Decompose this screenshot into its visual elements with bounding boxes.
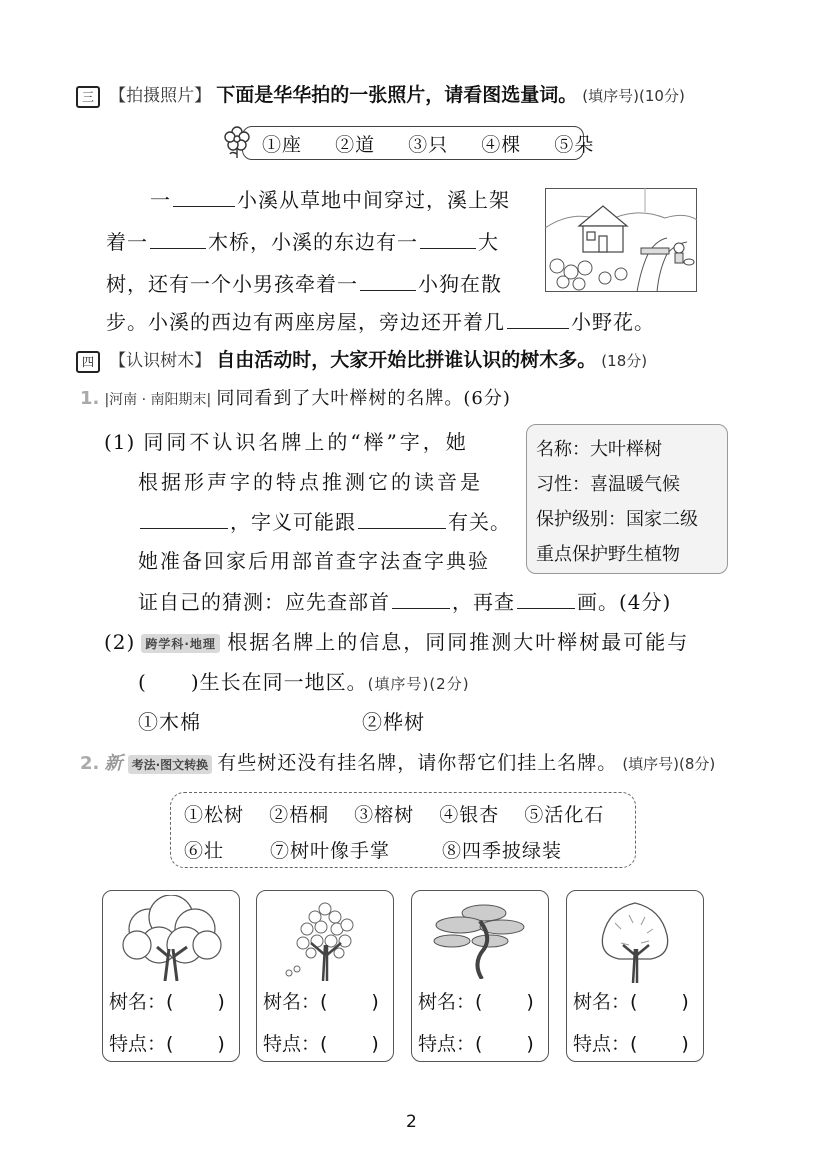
q2-new-tag: 新 (104, 753, 123, 774)
broad-tree-icon (117, 895, 225, 981)
section3-note: (填序号)(10分) (582, 87, 685, 105)
section4-header (76, 345, 647, 373)
p2-option-1: ①木棉 (138, 710, 201, 734)
section4-score: (18分) (601, 352, 648, 370)
blank-4[interactable] (360, 289, 416, 291)
tree-card-3 (411, 890, 549, 1062)
q2-text: 有些树还没有挂名牌，请你帮它们挂上名牌。 (217, 752, 618, 774)
section3-options (262, 130, 594, 157)
sign-level: 保护级别：国家二级 (536, 509, 698, 530)
p2-line-2: ( )生长在同一地区。(填序号)(2分) (138, 670, 470, 694)
tree-card-1 (102, 890, 240, 1062)
blank-3[interactable] (420, 247, 476, 249)
card-2-feature[interactable]: 特点：( ) (263, 1033, 379, 1055)
section3-instruction: 下面是华华拍的一张照片，请看图选量词。 (216, 84, 578, 106)
p1-line-5: 证自己的猜测：应先查部首 ，再查 画。(4分) (138, 590, 672, 614)
section3-title: 【拍摄照片】 (109, 86, 212, 106)
p2-options (138, 706, 425, 735)
q1-header (80, 384, 511, 410)
p2-line-1: (2) 跨学科·地理 根据名牌上的信息，同同推测大叶榉树最可能与 (104, 630, 690, 654)
blank-reading[interactable] (140, 527, 228, 529)
sign-level-2: 重点保护野生植物 (536, 544, 680, 565)
q2-header (80, 748, 715, 775)
option-5: ⑤朵 (554, 134, 595, 156)
card-3-name[interactable]: 树名：( ) (418, 991, 534, 1013)
section4-title: 【认识树木】 (109, 351, 212, 371)
q2-options-row1: ①松树 ②梧桐 ③榕树 ④银杏 ⑤活化石 (184, 804, 605, 826)
cross-subject-badge: 跨学科·地理 (141, 634, 220, 653)
section4-tag: 四 (76, 351, 100, 373)
card-1-feature[interactable]: 特点：( ) (109, 1033, 225, 1055)
p2-option-2: ②桦树 (362, 710, 425, 734)
flower-icon (222, 124, 252, 160)
p1-line-2: 根据形声字的特点推测它的读音是 (138, 470, 483, 494)
para-line-2: 着一 木桥，小溪的东边有一 大 (106, 230, 499, 254)
blank-radical[interactable] (392, 607, 450, 609)
p1-line-3: ，字义可能跟 有关。 (138, 506, 511, 535)
para-line-1: 一 小溪从草地中间穿过，溪上架 (150, 188, 510, 212)
option-2: ②道 (335, 134, 376, 156)
q1-text: 同同看到了大叶榉树的名牌。(6分) (216, 388, 511, 409)
p1-line-1: (1) 同同不认识名牌上的“榉”字，她 (104, 430, 469, 454)
card-4-name[interactable]: 树名：( ) (573, 991, 689, 1013)
q2-number: 2. (80, 753, 100, 774)
option-4: ④棵 (481, 134, 522, 156)
sign-habit: 习性：喜温暖气候 (536, 474, 680, 495)
tree-card-2 (256, 890, 394, 1062)
p1-label: (1) (104, 430, 136, 454)
blank-1[interactable] (173, 205, 235, 207)
page-number: 2 (406, 1112, 417, 1132)
blossom-tree-icon (281, 895, 369, 981)
sign-lines (536, 432, 698, 572)
section4-instruction: 自由活动时，大家开始比拼谁认识的树木多。 (216, 349, 597, 371)
section3-tag: 三 (76, 86, 100, 108)
q1-source: |河南 · 南阳期末| (104, 392, 212, 408)
blank-meaning[interactable] (358, 527, 446, 529)
p2-label: (2) (104, 630, 136, 654)
blank-strokes[interactable] (517, 607, 575, 609)
option-3: ③只 (408, 134, 449, 156)
card-1-name[interactable]: 树名：( ) (109, 991, 225, 1013)
card-4-feature[interactable]: 特点：( ) (573, 1033, 689, 1055)
scene-illustration (545, 188, 697, 292)
p1-line-4: 她准备回家后用部首查字法查字典验 (138, 549, 490, 573)
q2-method-badge: 考法·图文转换 (128, 755, 213, 774)
section3-header (76, 80, 685, 108)
q2-options-row2: ⑥壮 ⑦树叶像手掌 ⑧四季披绿装 (184, 840, 563, 862)
blank-5[interactable] (507, 327, 569, 329)
para-line-3: 树，还有一个小男孩牵着一 小狗在散 (106, 272, 502, 296)
option-1: ①座 (262, 134, 303, 156)
q2-note: (填序号)(8分) (622, 755, 716, 773)
para-line-4: 步。小溪的西边有两座房屋，旁边还开着几 小野花。 (106, 310, 655, 334)
card-2-name[interactable]: 树名：( ) (263, 991, 379, 1013)
card-3-feature[interactable]: 特点：( ) (418, 1033, 534, 1055)
ginkgo-tree-icon (595, 899, 675, 983)
pine-tree-icon (430, 899, 530, 979)
tree-card-4 (566, 890, 704, 1062)
q1-number: 1. (80, 388, 100, 409)
sign-name: 名称：大叶榉树 (536, 439, 662, 460)
blank-2[interactable] (150, 247, 206, 249)
